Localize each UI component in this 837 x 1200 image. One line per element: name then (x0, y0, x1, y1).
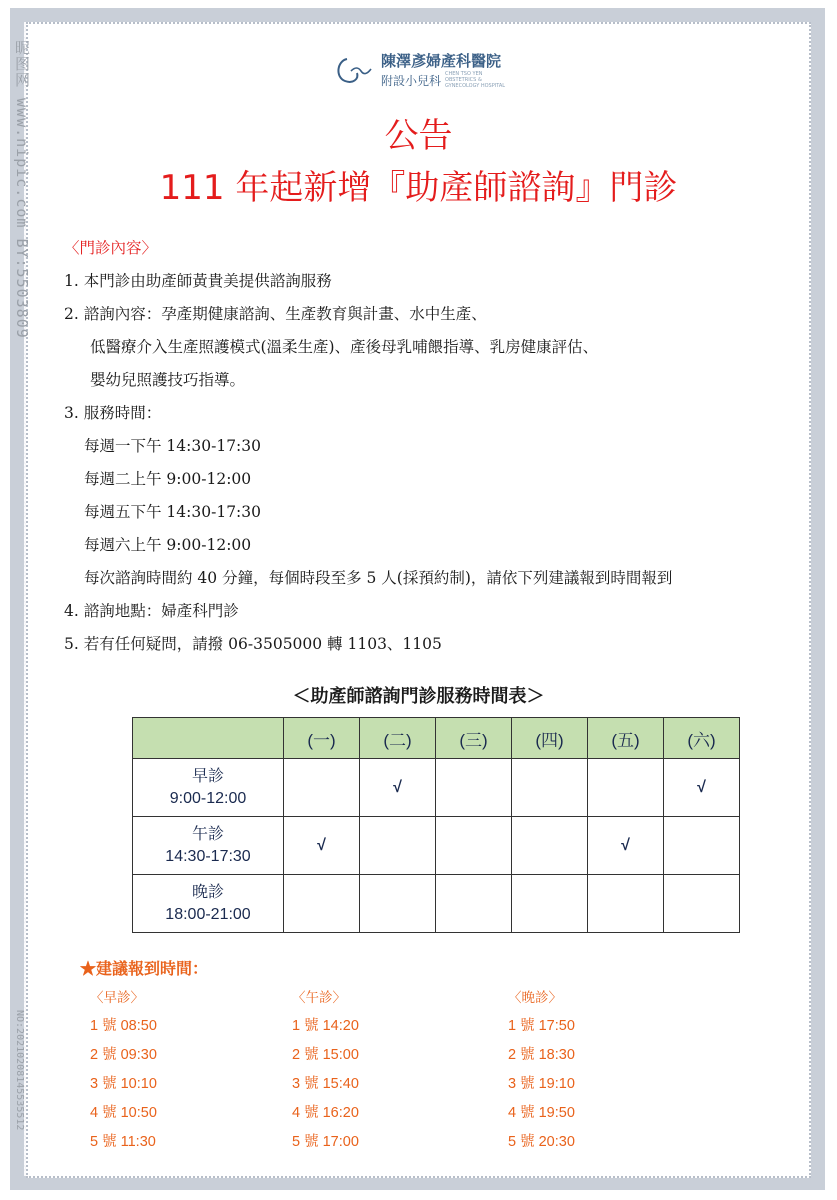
hospital-english-name: CHEN TSO YEN OBSTETRICS & GYNECOLOGY HOSPITAL (445, 71, 506, 89)
logo-mark-icon (333, 53, 375, 87)
list-item: 3 號 15:40 (292, 1076, 359, 1092)
table-corner-cell (133, 718, 284, 759)
session-name: 晚診 (191, 883, 224, 901)
service-time: 每週二上午 9:00-12:00 (84, 470, 252, 488)
schedule-cell (512, 817, 588, 875)
schedule-table (132, 717, 740, 933)
session-time: 14:30-17:30 (165, 847, 251, 865)
watermark-side: 昵图网 www.nipic.com BY:5503809 (13, 40, 31, 339)
session-name: 早診 (191, 767, 224, 785)
notice-title: 公告 (384, 116, 453, 156)
schedule-cell (588, 875, 664, 933)
checkin-list-label: 〈早診〉 (90, 990, 144, 1005)
session-time: 9:00-12:00 (169, 789, 247, 807)
list-item: 4 號 19:50 (508, 1105, 575, 1121)
schedule-cell (664, 875, 740, 933)
item-5: 5. 若有任何疑問，請撥 06-3505000 轉 1103、1105 (64, 635, 442, 653)
day-header: (六) (664, 718, 740, 759)
hospital-name: 陳澤彥婦產科醫院 (381, 52, 502, 70)
item-3: 3. 服務時間： (64, 404, 162, 422)
schedule-cell: √ (284, 817, 360, 875)
list-item: 4 號 16:20 (292, 1105, 359, 1121)
day-header: (一) (284, 718, 360, 759)
schedule-cell: √ (664, 759, 740, 817)
list-item: 1 號 14:20 (292, 1018, 359, 1034)
list-item: 4 號 10:50 (90, 1105, 157, 1121)
service-time: 每週一下午 14:30-17:30 (84, 437, 262, 455)
list-item: 3 號 19:10 (508, 1076, 575, 1092)
list-item: 1 號 17:50 (508, 1018, 575, 1034)
schedule-cell (436, 875, 512, 933)
session-name: 午診 (191, 825, 224, 843)
table-title: ＜助產師諮詢門診服務時間表＞ (292, 686, 545, 707)
consult-note: 每次諮詢時間約 40 分鐘，每個時段至多 5 人(採預約制)，請依下列建議報到時間報到 (84, 569, 673, 587)
day-header: (五) (588, 718, 664, 759)
schedule-cell (360, 875, 436, 933)
list-item: 2 號 09:30 (90, 1047, 157, 1063)
morning-checkin-list (90, 986, 157, 1159)
day-header: (三) (436, 718, 512, 759)
item-2: 2. 諮詢內容：孕產期健康諮詢、生產教育與計畫、水中生產、 (64, 305, 487, 323)
table-row (133, 817, 740, 875)
schedule-cell (512, 875, 588, 933)
notice-body (64, 232, 672, 661)
item-2-cont: 嬰幼兒照護技巧指導。 (90, 371, 246, 389)
session-time: 18:00-21:00 (165, 905, 251, 923)
list-item: 3 號 10:10 (90, 1076, 157, 1092)
list-item: 1 號 08:50 (90, 1018, 157, 1034)
item-2-cont: 低醫療介入生產照護模式(溫柔生產)、產後母乳哺餵指導、乳房健康評估、 (90, 338, 599, 356)
suggested-checkin-heading: ★建議報到時間： (80, 961, 209, 978)
table-row (133, 875, 740, 933)
session-label (133, 759, 284, 817)
item-1: 1. 本門診由助產師黃貴美提供諮詢服務 (64, 272, 332, 290)
schedule-cell: √ (360, 759, 436, 817)
item-4: 4. 諮詢地點：婦產科門診 (64, 602, 239, 620)
day-header: (二) (360, 718, 436, 759)
table-row (133, 759, 740, 817)
schedule-cell (360, 817, 436, 875)
schedule-cell (664, 817, 740, 875)
session-label (133, 875, 284, 933)
schedule-cell (436, 817, 512, 875)
schedule-cell (512, 759, 588, 817)
hospital-logo (333, 50, 515, 89)
hospital-subtitle: 附設小兒科 (381, 73, 442, 88)
checkin-list-label: 〈午診〉 (292, 990, 346, 1005)
notice-headline: 111 年起新增『助產師諮詢』門診 (159, 168, 678, 208)
evening-checkin-list (508, 986, 575, 1159)
section-heading: 〈門診內容〉 (64, 239, 158, 257)
schedule-cell: √ (588, 817, 664, 875)
list-item: 2 號 15:00 (292, 1047, 359, 1063)
schedule-cell (284, 875, 360, 933)
list-item: 5 號 17:00 (292, 1134, 359, 1150)
schedule-cell (436, 759, 512, 817)
day-header: (四) (512, 718, 588, 759)
checkin-list-label: 〈晚診〉 (508, 990, 562, 1005)
list-item: 2 號 18:30 (508, 1047, 575, 1063)
service-time: 每週六上午 9:00-12:00 (84, 536, 252, 554)
session-label (133, 817, 284, 875)
table-header-row (133, 718, 740, 759)
watermark-bottom: NO:20210208145535512 (14, 1010, 25, 1131)
list-item: 5 號 11:30 (90, 1134, 156, 1150)
list-item: 5 號 20:30 (508, 1134, 575, 1150)
afternoon-checkin-list (292, 986, 359, 1159)
service-time: 每週五下午 14:30-17:30 (84, 503, 262, 521)
schedule-cell (284, 759, 360, 817)
schedule-cell (588, 759, 664, 817)
